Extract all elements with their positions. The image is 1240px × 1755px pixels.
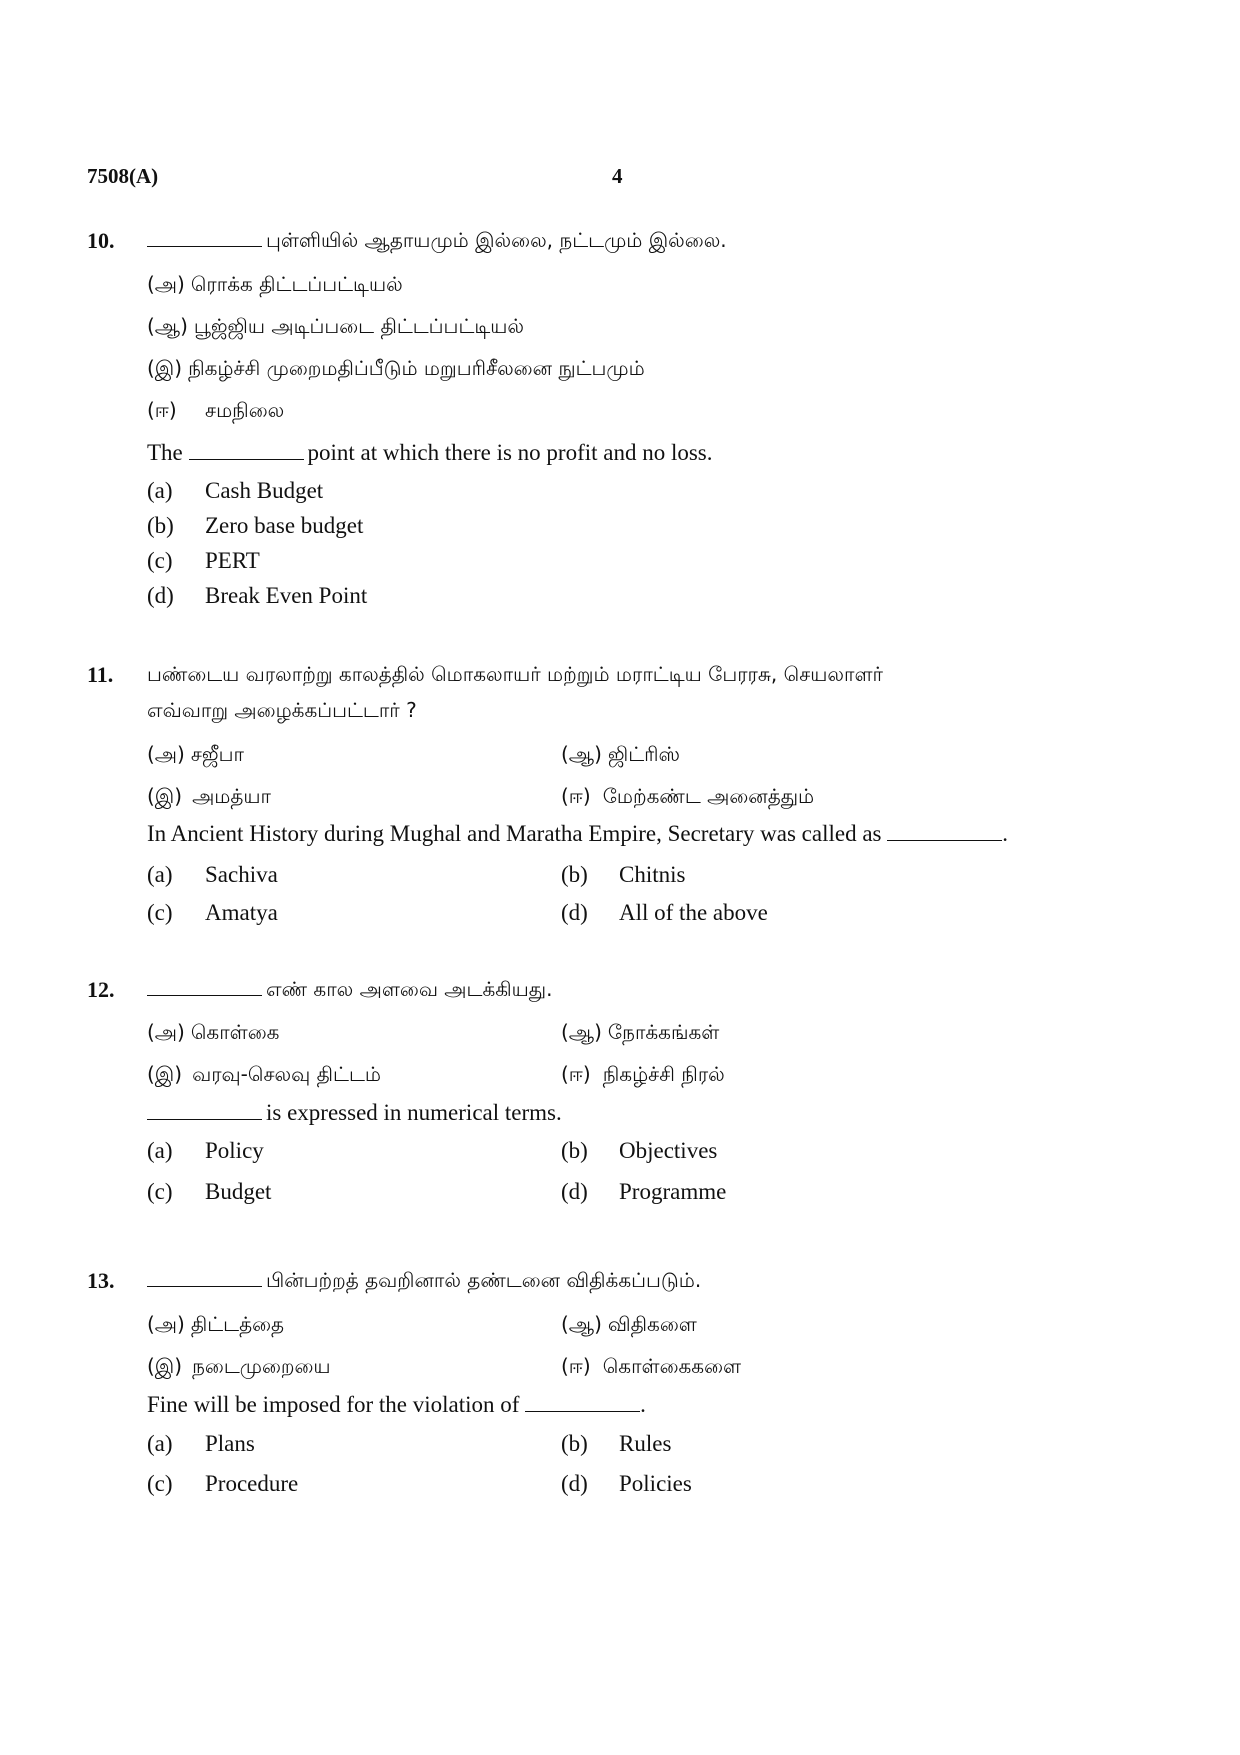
tamil-option: (அ) சஜீபா (147, 742, 244, 766)
question-number: 13. (87, 1268, 115, 1293)
tamil-option: (ஈ) கொள்கைகளை (561, 1354, 742, 1378)
english-stem: In Ancient History during Mughal and Maratha Empire, Secretary was called as . (147, 821, 1008, 846)
english-option: (b) Rules (561, 1431, 672, 1456)
tamil-option: (ஆ) ஜிட்ரிஸ் (561, 742, 681, 766)
tamil-stem-line-2: எவ்வாறு அழைக்கப்பட்டார் ? (147, 698, 417, 722)
tamil-option: (இ) நடைமுறையை (147, 1354, 331, 1378)
question-number: 11. (87, 662, 114, 687)
english-option: (b) Objectives (561, 1138, 718, 1163)
tamil-option: (இ) அமத்யா (147, 784, 272, 808)
english-option: (a) Plans (147, 1431, 255, 1456)
english-option: (d) Policies (561, 1471, 692, 1496)
english-option: (a) Cash Budget (147, 478, 324, 503)
paper-code: 7508(A) (87, 164, 159, 188)
answer-blank (147, 1101, 262, 1120)
answer-blank (147, 228, 262, 247)
tamil-option: (ஈ) சமநிலை (147, 398, 285, 422)
answer-blank (887, 822, 1002, 841)
tamil-option: (இ) நிகழ்ச்சி முறைமதிப்பீடும் மறுபரிசீலனை நுட்பமும் (147, 356, 645, 380)
english-option: (c) PERT (147, 548, 260, 573)
tamil-option: (ஆ) நோக்கங்கள் (561, 1020, 720, 1044)
question-number: 12. (87, 977, 115, 1002)
tamil-stem: எண் கால அளவை அடக்கியது. (147, 977, 552, 1004)
english-option: (d) All of the above (561, 900, 768, 925)
tamil-option: (அ) ரொக்க திட்டப்பட்டியல் (147, 272, 403, 296)
tamil-option: (ஆ) விதிகளை (561, 1312, 697, 1336)
question-number: 10. (87, 228, 115, 253)
page-number: 4 (612, 164, 623, 188)
tamil-stem: புள்ளியில் ஆதாயமும் இல்லை, நட்டமும் இல்லை. (147, 228, 727, 255)
english-option: (d) Break Even Point (147, 583, 368, 608)
tamil-option: (அ) திட்டத்தை (147, 1312, 285, 1336)
english-option: (b) Zero base budget (147, 513, 364, 538)
answer-blank (525, 1393, 640, 1412)
english-option: (a) Policy (147, 1138, 264, 1163)
english-stem: is expressed in numerical terms. (147, 1100, 562, 1126)
answer-blank (189, 441, 304, 460)
english-option: (b) Chitnis (561, 862, 686, 887)
tamil-option: (ஈ) மேற்கண்ட அனைத்தும் (561, 784, 815, 808)
english-option: (a) Sachiva (147, 862, 278, 887)
tamil-option: (இ) வரவு-செலவு திட்டம் (147, 1062, 381, 1086)
english-option: (c) Amatya (147, 900, 278, 925)
english-option: (c) Budget (147, 1179, 272, 1204)
english-stem: The point at which there is no profit and no loss. (147, 440, 713, 465)
tamil-option: (ஈ) நிகழ்ச்சி நிரல் (561, 1062, 725, 1086)
tamil-stem-line-1: பண்டைய வரலாற்று காலத்தில் மொகலாயர் மற்றும் மராட்டிய பேரரசு, செயலாளர் (147, 662, 883, 686)
tamil-option: (ஆ) பூஜ்ஜிய அடிப்படை திட்டப்பட்டியல் (147, 314, 525, 338)
english-option: (d) Programme (561, 1179, 727, 1204)
tamil-stem: பின்பற்றத் தவறினால் தண்டனை விதிக்கப்படும். (147, 1268, 701, 1295)
english-stem: Fine will be imposed for the violation of . (147, 1392, 646, 1417)
answer-blank (147, 977, 262, 996)
answer-blank (147, 1268, 262, 1287)
english-option: (c) Procedure (147, 1471, 299, 1496)
tamil-option: (அ) கொள்கை (147, 1020, 280, 1044)
